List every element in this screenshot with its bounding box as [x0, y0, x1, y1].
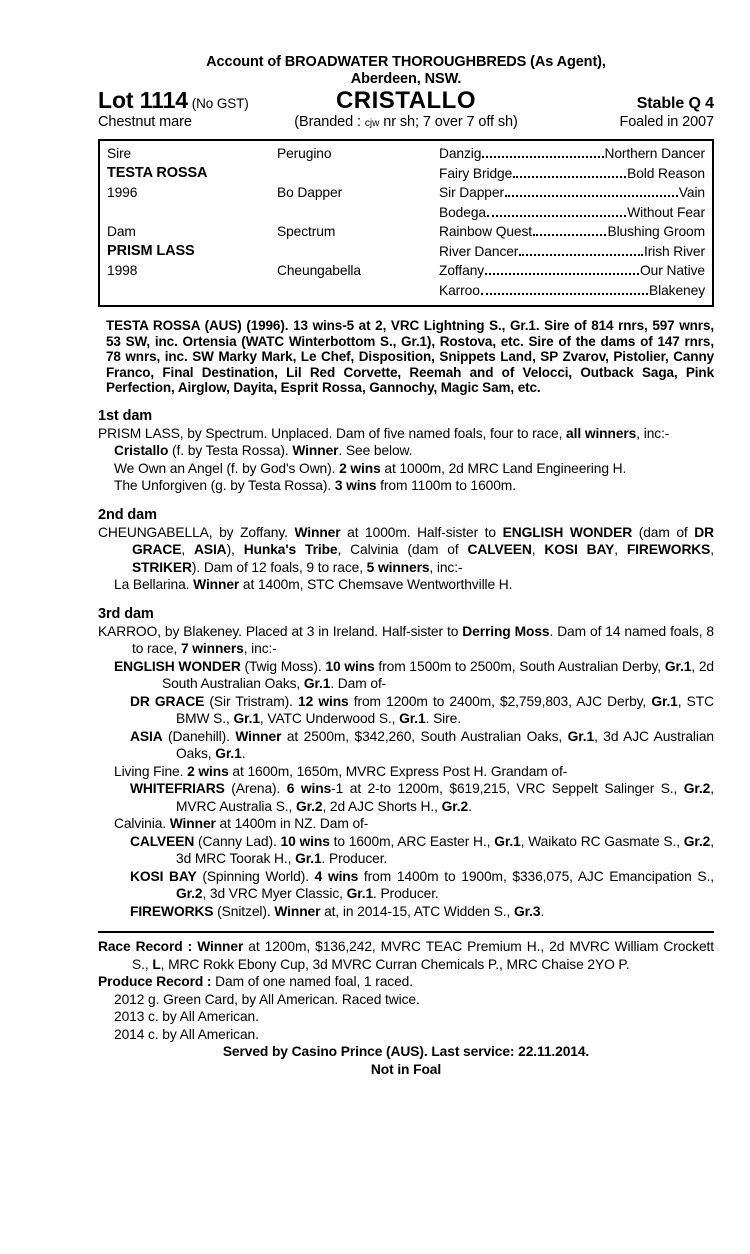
brand-prefix: (Branded :	[294, 113, 365, 130]
text-segment: at 1600m, 1650m, MVRC Express Post H. Grandam of-	[228, 763, 568, 779]
text-segment: (Canny Lad).	[194, 833, 281, 849]
text-segment: ENGLISH WONDER	[114, 658, 241, 674]
pedigree-gen4-name: Blushing Groom	[607, 224, 705, 239]
text-segment: Gr.1	[233, 711, 260, 726]
text-segment: at 1200m, $136,242, MVRC TEAC Premium H., 2d MVRC William Crockett S.,	[132, 939, 714, 972]
catalog-paragraph	[98, 623, 714, 658]
text-segment: from 1500m to 2500m, South Australian Derby,	[374, 658, 665, 674]
text-segment: , 2d South Australian Oaks,	[162, 658, 714, 691]
text-segment: Living Fine.	[114, 763, 188, 779]
text-segment: from 1100m to 1600m.	[376, 478, 516, 493]
text-segment: at 1400m, STC Chemsave Wentworthville H.	[239, 577, 513, 592]
sire-note: TESTA ROSSA (AUS) (1996). 13 wins-5 at 2, VRC Lightning S., Gr.1. Sire of 814 rnrs, 597 wnrs, 53 SW, inc. Ortensia (WATC Winterbottom S., Gr.1), Rostova, etc. Sire of the dams of 147 rnrs, 78 wnrs, inc. SW Marky Mark, Le Chef, Disposition, Snippets Land, SP Zvarov, Pistolier, Canny Franco, Final Destination, Lil Red Corvette, Reemah and of Velocci, Outback Saga, Pink Perfection, Airglow, Dayita, Esprit Rossa, Gannochy, Magic Sam, etc.	[106, 318, 714, 395]
catalog-paragraph	[98, 576, 714, 594]
section-heading: 2nd dam	[98, 506, 157, 523]
text-segment: .	[468, 798, 472, 814]
pedigree-row	[107, 183, 705, 203]
text-segment: , inc:-	[429, 559, 463, 575]
text-segment: Winner	[292, 443, 339, 458]
horse-description: Chestnut mare	[98, 113, 192, 130]
text-segment: Winner	[294, 524, 341, 540]
pedigree-gen3-name: Bodega	[439, 204, 486, 220]
text-segment: Gr.1	[494, 833, 521, 849]
catalog-paragraph	[98, 780, 714, 815]
text-segment: (Spinning World).	[196, 868, 315, 884]
pedigree-entry: Sire	[107, 146, 132, 161]
catalog-paragraph	[98, 728, 714, 763]
text-segment: (Danehill).	[162, 728, 236, 744]
catalog-paragraph	[98, 1043, 714, 1061]
sections	[98, 407, 714, 1079]
lot-number: Lot 1114	[98, 87, 188, 113]
text-segment: Gr.1	[567, 728, 595, 744]
pedigree-gen3-pair	[439, 261, 705, 281]
text-segment: The Unforgiven (g. by Testa Rossa).	[114, 478, 335, 493]
text-segment: ,	[531, 542, 545, 557]
pedigree-gen4-name: Bold Reason	[627, 165, 705, 181]
pedigree-gen3-pair	[439, 281, 705, 301]
catalog-paragraph	[98, 868, 714, 903]
text-segment: ASIA	[193, 542, 227, 557]
pedigree-parent	[277, 203, 439, 223]
stable-position: Stable Q 4	[636, 95, 714, 112]
text-segment: . Sire.	[425, 711, 461, 726]
catalog-paragraph	[98, 815, 714, 833]
text-segment: (Arena).	[224, 781, 287, 796]
text-segment: , inc:-	[243, 641, 277, 656]
text-segment: Winner	[274, 903, 321, 919]
text-segment: WHITEFRIARS	[130, 781, 225, 796]
text-segment: (Snitzel).	[213, 903, 275, 919]
catalog-paragraph	[98, 938, 714, 973]
pedigree-parent	[277, 164, 439, 184]
pedigree-entry: 1996	[107, 185, 138, 200]
text-segment: . Producer.	[373, 886, 439, 901]
text-segment: .	[540, 903, 545, 919]
text-segment: Dam of one named foal, 1 raced.	[211, 974, 413, 989]
catalog-page	[98, 54, 714, 1078]
pedigree-parent: Cheungabella	[277, 263, 361, 278]
text-segment: . Producer.	[321, 851, 388, 866]
text-segment: , 2d AJC Shorts H.,	[322, 798, 442, 814]
text-segment: Gr.3	[514, 903, 541, 919]
pedigree-row	[107, 222, 705, 242]
text-segment: Winner	[169, 816, 216, 831]
text-segment: Gr.2	[176, 886, 203, 901]
description-row	[98, 114, 714, 133]
pedigree-entry: PRISM LASS	[107, 242, 195, 259]
text-segment: .	[241, 746, 246, 761]
text-segment: at 1000m. Half-sister to	[340, 524, 503, 540]
pedigree-gen3-name: River Dancer	[439, 243, 519, 259]
pedigree-row	[107, 261, 705, 281]
text-segment: Not in Foal	[370, 1061, 442, 1077]
text-segment: ASIA	[130, 728, 163, 744]
catalog-paragraph	[98, 425, 714, 443]
text-segment: Calvinia.	[114, 816, 170, 831]
section-divider	[98, 931, 714, 933]
text-segment: L	[152, 956, 161, 972]
dam-section	[98, 605, 714, 921]
horse-name: CRISTALLO	[335, 87, 477, 114]
catalog-paragraph	[98, 658, 714, 693]
text-segment: at, in 2014-15, ATC Widden S.,	[320, 903, 515, 919]
text-segment: , MVRC Australia S.,	[176, 781, 714, 814]
pedigree-table	[98, 139, 714, 307]
text-segment: KOSI BAY	[130, 868, 197, 884]
dot-leader	[519, 254, 643, 256]
text-segment: at 2500m, $342,260, South Australian Oaks,	[281, 728, 568, 744]
text-segment: ,	[710, 542, 715, 557]
catalog-paragraph	[98, 973, 714, 991]
text-segment: , MRC Rokk Ebony Cup, 3d MVRC Curran Chemicals P., MRC Chaise 2YO P.	[160, 956, 630, 972]
pedigree-gen4-name: Blakeney	[649, 282, 705, 298]
pedigree-gen3-pair	[439, 144, 705, 164]
dot-leader	[482, 156, 603, 158]
pedigree-gen3-name: Rainbow Quest	[439, 224, 533, 239]
text-segment: 7 winners	[180, 641, 244, 656]
text-segment: CALVEEN	[467, 542, 532, 557]
text-segment: Gr.1	[651, 693, 678, 709]
text-segment: KOSI BAY	[544, 542, 615, 557]
pedigree-gen3-name: Danzig	[439, 146, 482, 161]
catalog-paragraph	[98, 1008, 714, 1026]
text-segment: Gr.2	[441, 798, 469, 814]
catalog-paragraph	[98, 460, 714, 478]
text-segment: , inc:-	[636, 425, 670, 441]
catalog-paragraph	[98, 693, 714, 728]
text-segment: Winner	[235, 728, 282, 744]
text-segment: Hunka's Tribe	[243, 542, 338, 557]
text-segment: Served by Casino Prince (AUS). Last service: 22.11.2014.	[222, 1044, 590, 1059]
catalog-paragraph	[98, 1061, 714, 1079]
catalog-paragraph	[98, 903, 714, 921]
pedigree-gen3-pair	[439, 203, 705, 223]
text-segment: 2014 c. by All American.	[114, 1026, 259, 1042]
text-segment: Gr.1	[295, 851, 322, 866]
brand-mark: cjw	[364, 117, 380, 129]
pedigree-gen3-pair	[439, 183, 705, 203]
text-segment: 2 wins	[339, 460, 381, 476]
section-heading: 3rd dam	[98, 605, 154, 622]
text-segment: CHEUNGABELLA, by Zoffany.	[98, 524, 295, 540]
text-segment: KARROO, by Blakeney. Placed at 3 in Ireland. Half-sister to	[98, 623, 463, 639]
text-segment: ),	[226, 542, 244, 557]
lot-block	[98, 87, 336, 113]
foaled-year: Foaled in 2007	[619, 113, 714, 130]
dot-leader	[487, 215, 626, 217]
pedigree-gen4-name: Northern Dancer	[604, 146, 705, 161]
pedigree-row	[107, 203, 705, 223]
text-segment: La Bellarina.	[114, 577, 194, 592]
dot-leader	[505, 195, 678, 197]
text-segment: Gr.1	[303, 676, 331, 691]
pedigree-entry	[107, 281, 277, 301]
text-segment: 12 wins	[298, 693, 349, 709]
lot-row	[98, 87, 714, 114]
catalog-paragraph	[98, 442, 714, 460]
text-segment: , 3d MRC Toorak H.,	[176, 833, 714, 866]
text-segment: 10 wins	[325, 658, 375, 674]
text-segment: 4 wins	[314, 868, 359, 884]
catalog-paragraph	[98, 524, 714, 577]
text-segment: ). Dam of 12 foals, 9 to race,	[191, 559, 367, 575]
pedigree-gen3-pair	[439, 164, 705, 184]
pedigree-parent	[277, 242, 439, 262]
pedigree-parent: Bo Dapper	[277, 185, 343, 200]
pedigree-row	[107, 144, 705, 164]
pedigree-gen3-name: Sir Dapper	[439, 185, 504, 200]
account-line-2: Aberdeen, NSW.	[350, 70, 462, 87]
catalog-paragraph	[98, 991, 714, 1009]
dam-section	[98, 931, 714, 1078]
text-segment: FIREWORKS	[130, 903, 214, 919]
text-segment: STRIKER	[132, 559, 192, 575]
text-segment: , Waikato RC Gasmate S.,	[520, 833, 684, 849]
pedigree-row	[107, 281, 705, 301]
text-segment: Gr.1	[399, 711, 426, 726]
pedigree-gen3-name: Karroo	[439, 282, 480, 298]
pedigree-parent: Perugino	[277, 146, 332, 161]
pedigree-entry	[107, 203, 277, 223]
text-segment: DR GRACE	[130, 693, 205, 709]
text-segment: 6 wins	[286, 781, 332, 796]
text-segment: DR GRACE	[132, 524, 715, 557]
pedigree-entry: 1998	[107, 263, 138, 278]
dot-leader	[533, 234, 606, 236]
pedigree-parent	[277, 281, 439, 301]
text-segment: , 3d AJC Australian Oaks,	[176, 728, 714, 761]
text-segment: Gr.2	[296, 798, 323, 814]
text-segment: We Own an Angel (f. by God's Own).	[114, 460, 340, 476]
text-segment: Gr.1	[346, 886, 374, 901]
pedigree-row	[107, 242, 705, 262]
text-segment: 3 wins	[334, 478, 377, 493]
text-segment: all winners	[566, 425, 637, 441]
text-segment: (Sir Tristram).	[204, 693, 299, 709]
text-segment: . Dam of-	[330, 676, 387, 691]
text-segment: to 1600m, ARC Easter H.,	[329, 833, 495, 849]
dot-leader	[513, 176, 626, 178]
brand-suffix: nr sh; 7 over 7 off sh)	[379, 113, 518, 130]
text-segment: Gr.1	[664, 658, 692, 674]
section-heading: 1st dam	[98, 407, 153, 424]
account-line-1: Account of BROADWATER THOROUGHBREDS (As Agent),	[206, 54, 606, 70]
pedigree-gen4-name: Vain	[678, 185, 705, 200]
text-segment: at 1000m, 2d MRC Land Engineering H.	[380, 460, 627, 476]
catalog-paragraph	[98, 833, 714, 868]
text-segment: Race Record : Winner	[98, 939, 244, 954]
text-segment: Gr.2	[683, 781, 711, 796]
text-segment: Winner	[193, 577, 240, 592]
pedigree-gen3-name: Fairy Bridge	[439, 165, 513, 181]
text-segment: CALVEEN	[130, 833, 195, 849]
text-segment: , 3d VRC Myer Classic,	[202, 886, 347, 901]
pedigree-gen4-name: Our Native	[640, 263, 705, 278]
text-segment: (Twig Moss).	[240, 658, 326, 674]
text-segment: , STC BMW S.,	[176, 693, 714, 726]
dam-section	[98, 506, 714, 594]
text-segment: Cristallo	[114, 443, 169, 458]
text-segment: 2 wins	[187, 763, 229, 779]
text-segment: (f. by Testa Rossa).	[168, 443, 293, 458]
pedigree-entry: Dam	[107, 224, 136, 239]
catalog-paragraph	[98, 477, 714, 495]
text-segment: 2012 g. Green Card, by All American. Raced twice.	[114, 991, 420, 1007]
brand-info	[294, 114, 517, 133]
pedigree-gen3-name: Zoffany	[439, 263, 485, 278]
pedigree-gen4-name: Without Fear	[627, 204, 705, 220]
pedigree-gen3-pair	[439, 242, 705, 262]
text-segment: 10 wins	[280, 833, 330, 849]
pedigree-entry: TESTA ROSSA	[107, 164, 208, 181]
text-segment: from 1200m to 2400m, $2,759,803, AJC Derby,	[348, 693, 652, 709]
dam-section	[98, 407, 714, 495]
text-segment: . See below.	[338, 443, 413, 458]
pedigree-gen4-name: Irish River	[644, 243, 705, 259]
dot-leader	[481, 293, 648, 295]
pedigree-gen3-pair	[439, 222, 705, 242]
text-segment: Gr.1	[215, 746, 242, 761]
no-gst-note: (No GST)	[191, 96, 249, 111]
pedigree-row	[107, 164, 705, 184]
text-segment: PRISM LASS, by Spectrum. Unplaced. Dam of five named foals, four to race,	[98, 425, 567, 441]
text-segment: ,	[181, 542, 194, 557]
text-segment: , VATC Underwood S.,	[259, 711, 400, 726]
text-segment: 2013 c. by All American.	[114, 1009, 259, 1024]
catalog-paragraph	[98, 1026, 714, 1044]
text-segment: . Dam of 14 named foals, 8 to race,	[132, 623, 714, 656]
text-segment: (dam of	[632, 524, 695, 540]
text-segment: ,	[614, 542, 627, 557]
text-segment: ENGLISH WONDER	[502, 524, 633, 540]
text-segment: FIREWORKS	[626, 542, 711, 557]
text-segment: 5 winners	[366, 559, 430, 575]
pedigree-parent: Spectrum	[277, 224, 336, 239]
text-segment: Produce Record :	[98, 974, 212, 989]
dot-leader	[485, 273, 639, 275]
text-segment: at 1400m in NZ. Dam of-	[215, 816, 369, 831]
text-segment: from 1400m to 1900m, $336,075, AJC Emancipation S.,	[358, 868, 714, 884]
catalog-paragraph	[98, 763, 714, 781]
text-segment: Gr.2	[683, 833, 711, 849]
text-segment: Derring Moss	[462, 623, 550, 639]
text-segment: -1 at 2-to 1200m, $619,215, VRC Seppelt Salinger S.,	[331, 781, 684, 796]
text-segment: , Calvinia (dam of	[337, 542, 468, 557]
